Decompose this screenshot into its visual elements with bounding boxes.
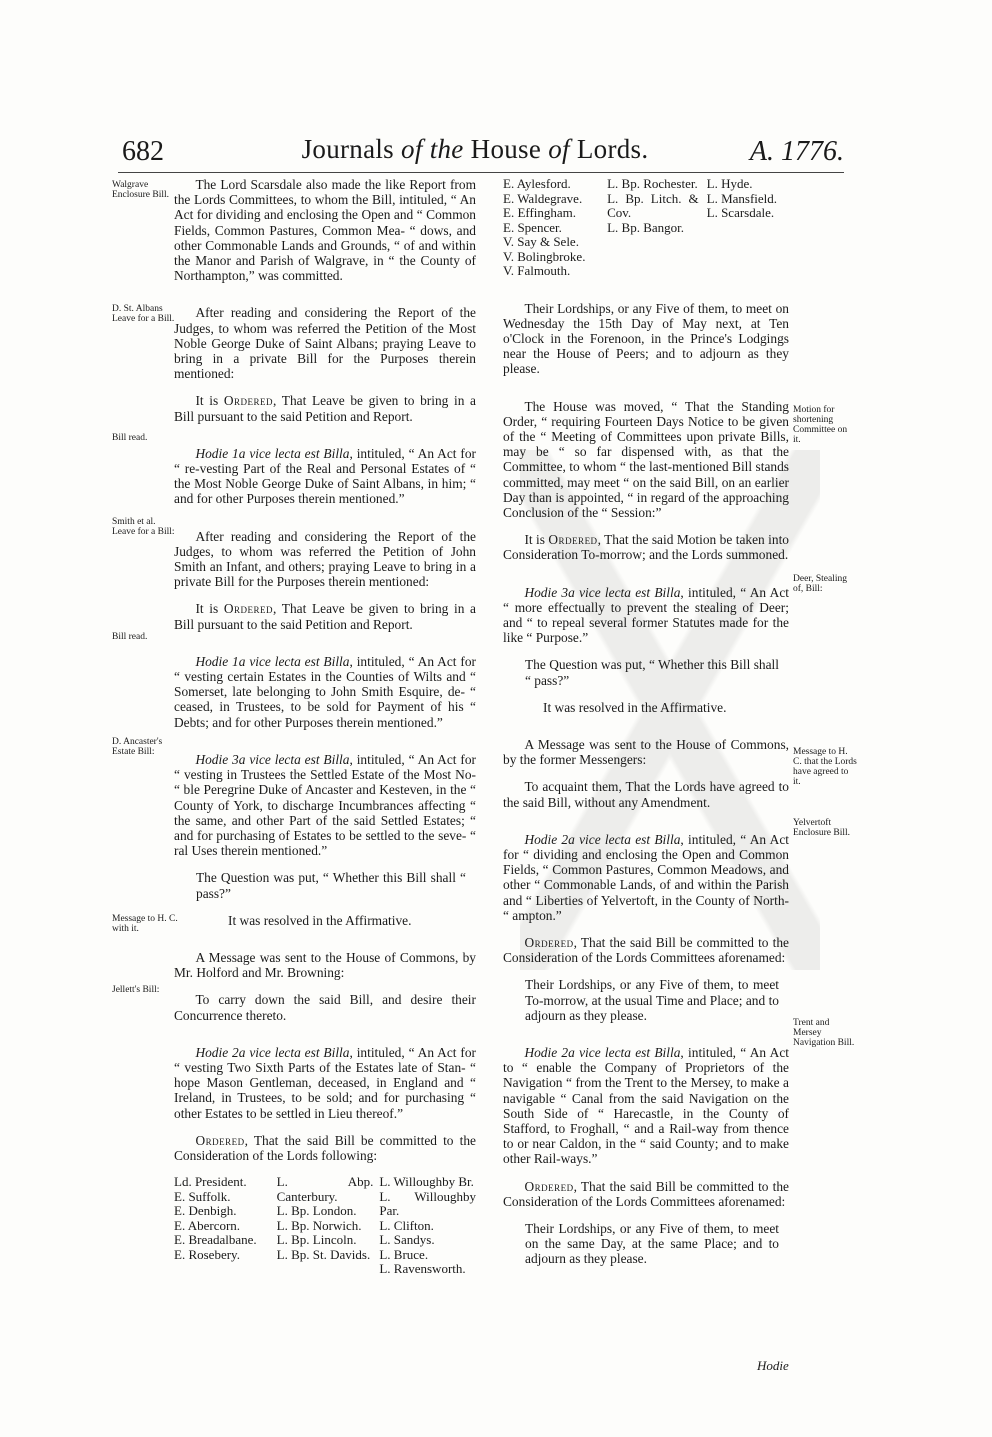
lord-name: V. Say & Sele. bbox=[503, 234, 579, 249]
text: , intituled, “ An Act to “ enable the Company of Proprietors of the Navigation “ from the Trent to the Mersey, to make a navigable “ Canal from the said Navigation on the South Side of “ Harecastle, in the County of Stafford, to Froghall, “ and a Rail-way from thence to or near Caldon, in the “ said County; and to make other Rail-ways.” bbox=[503, 1045, 789, 1167]
paragraph: Their Lordships, or any Five of them, to meet To-morrow, at the usual Time and Place; and to adjourn as they please. bbox=[525, 977, 779, 1023]
paragraph: It was resolved in the Affirmative. bbox=[543, 699, 727, 715]
paragraph: The Question was put, “ Whether this Bill shall “ pass?” bbox=[196, 870, 466, 901]
spacer bbox=[503, 810, 789, 832]
lord-name: L. Sandys. bbox=[379, 1232, 435, 1248]
text: , intituled, “ An Act for “ re-vesting Part of the Real and Personal Estates of “ the Most Noble George Duke of Saint Albans, in him; “ and for other Purposes therein mentioned.” bbox=[174, 445, 476, 507]
lord-name: E. Denbigh. bbox=[174, 1203, 237, 1219]
title-part: Journals bbox=[301, 134, 402, 164]
paragraph: After reading and considering the Report of the Judges, to whom was referred the Petition of John Smith an Infant, and others; praying Leave to bring in a private Bill for the Purposes therein mentioned: bbox=[174, 528, 476, 590]
spacer bbox=[503, 767, 789, 779]
spacer bbox=[503, 1167, 789, 1179]
margin-note: D. Ancaster's Estate Bill: bbox=[112, 737, 163, 757]
lord-name: L. Clifton. bbox=[379, 1217, 434, 1233]
margin-note: Motion for shortening Committee on it. bbox=[793, 405, 848, 445]
margin-note: Message to H. C. with it. bbox=[112, 914, 178, 934]
margin-note: Bill read. bbox=[112, 632, 148, 642]
spacer bbox=[503, 645, 789, 657]
lord-name: L. Bp. St. Davids. bbox=[276, 1246, 371, 1262]
lords-col-3 bbox=[707, 177, 789, 279]
margin-note: Yelvertoft Enclosure Bill. bbox=[793, 818, 850, 838]
text: , That the said Bill be committed to the Consideration of the Lords Committees aforenamed: bbox=[503, 935, 789, 966]
paragraph: The House was moved, “ That the Standing Order, “ requiring Fourteen Days Notice to be given of the “ Meeting of Committees upon private Bills, may be “ so far dispensed with, as that the Committee, to whom “ the last-mentioned Bill stands committed, may meet “ on the said Bill, on an earlier Day than is appointed, “ in regard of the approaching Conclusion of the “ Session:” bbox=[503, 398, 789, 520]
paragraph bbox=[503, 585, 789, 646]
text: , intituled, “ An Act for “ vesting in Trustees the Settled Estate of the Most No- “ ble Peregrine Duke of Ancaster and Kesteven, in the “ County of York, to discharge Incumbrances affecting “ the same, and other Part of the said Settled Estates; “ and for purchasing of Estates to be settled to the seve- “ ral Uses therein mentioned.” bbox=[174, 751, 476, 859]
paragraph: The Lord Scarsdale also made the like Report from the Lords Committees, to whom the Bill, intituled, “ An Act for dividing and enclosing the Open and “ Common Fields, Common Pastures, Common Mea- “ dows, and other Commonable Lands and Grounds, “ of and within the Manor and Parish of Walgrave, in “ the County of Northampton,” was committed. bbox=[174, 177, 476, 284]
spacer bbox=[174, 283, 476, 305]
title-part: Lords. bbox=[569, 134, 649, 164]
title-part: House bbox=[463, 134, 549, 164]
spacer bbox=[174, 928, 476, 950]
margin-note: Deer, Stealing of, Bill: bbox=[793, 574, 847, 594]
margin-note: Smith et al. Leave for a Bill: bbox=[112, 517, 175, 537]
journal-title bbox=[110, 134, 840, 165]
spacer bbox=[174, 858, 476, 870]
spacer bbox=[503, 563, 789, 585]
paragraph: To carry down the said Bill, and desire their Concurrence thereto. bbox=[174, 992, 476, 1023]
ordered-word: Ordered bbox=[524, 935, 574, 950]
spacer bbox=[174, 1023, 476, 1045]
spacer bbox=[174, 632, 476, 654]
spacer bbox=[174, 507, 476, 529]
text: It is bbox=[195, 601, 224, 617]
spacer bbox=[503, 965, 789, 977]
latin-phrase: Hodie 3a vice lecta est Billa bbox=[524, 584, 681, 600]
lord-name: E. Waldegrave. bbox=[503, 190, 583, 206]
spacer bbox=[503, 1209, 789, 1221]
text: It is bbox=[195, 393, 224, 409]
lord-name: L. Bp. Norwich. bbox=[276, 1217, 362, 1233]
spacer bbox=[503, 279, 789, 301]
lord-name: L. Willoughby Br. bbox=[379, 1174, 474, 1190]
text: , That Leave be given to bring in a Bill pursuant to the said Petition and Report. bbox=[174, 393, 477, 424]
lord-name: L. Bp. Rochester. bbox=[607, 176, 698, 191]
paragraph: Their Lordships, or any Five of them, to meet on Wednesday the 15th Day of May next, at Ten o'Clock in the Forenoon, in the Prince's Lodgings near the House of Peers; and to adjourn as they please. bbox=[503, 300, 789, 377]
text: , That Leave be given to bring in a Bill pursuant to the said Petition and Report. bbox=[174, 601, 477, 632]
paragraph: It was resolved in the Affirmative. bbox=[228, 912, 412, 928]
lord-name: L. Hyde. bbox=[706, 176, 753, 191]
margin-note: Message to H. C. that the Lords have agreed to it. bbox=[793, 747, 857, 787]
page-header bbox=[110, 132, 844, 172]
lord-name: V. Falmouth. bbox=[503, 263, 571, 278]
spacer bbox=[174, 980, 476, 992]
spacer bbox=[503, 520, 789, 532]
text: , That the said Bill be committed to the Consideration of the Lords Committees aforenamed: bbox=[503, 1178, 789, 1209]
spacer bbox=[174, 1121, 476, 1133]
ordered-word: Ordered bbox=[223, 601, 274, 617]
latin-phrase: Hodie 2a vice lecta est Billa bbox=[524, 831, 681, 847]
lords-list bbox=[174, 1175, 476, 1277]
page-number: 682 bbox=[122, 136, 164, 167]
lord-name: L. Bruce. bbox=[379, 1246, 429, 1262]
paragraph bbox=[503, 1179, 789, 1209]
margin-note: Walgrave Enclosure Bill. bbox=[112, 180, 169, 200]
margin-note: Bill read. bbox=[112, 433, 148, 443]
lord-name: L. Mansfield. bbox=[706, 190, 778, 206]
paragraph bbox=[174, 601, 476, 631]
lord-name: E. Rosebery. bbox=[174, 1246, 240, 1262]
lord-name: E. Suffolk. bbox=[174, 1188, 231, 1204]
left-column bbox=[174, 177, 476, 1277]
paragraph: After reading and considering the Report of the Judges, to whom was referred the Petition of the Most Noble George Duke of Saint Albans; praying Leave to bring in a private Bill for the Purposes therein mentioned: bbox=[174, 305, 476, 382]
paragraph bbox=[174, 1045, 476, 1121]
paragraph bbox=[174, 393, 476, 423]
paragraph: The Question was put, “ Whether this Bill shall “ pass?” bbox=[525, 657, 779, 688]
paragraph bbox=[174, 1133, 476, 1163]
year: A. 1776. bbox=[749, 136, 844, 167]
lords-col-2 bbox=[607, 177, 699, 279]
catchword: Hodie bbox=[757, 1358, 789, 1373]
paragraph bbox=[503, 532, 789, 562]
ordered-word: Ordered bbox=[223, 393, 274, 409]
lord-name: L. Bp. Litch. & Cov. bbox=[607, 190, 699, 220]
lord-name: E. Aylesford. bbox=[503, 176, 571, 191]
paragraph bbox=[174, 446, 476, 507]
text: , intituled, “ An Act for “ dividing and enclosing the Open and Common Fields, “ Common Pastures, Common Meadows, and other “ Commonable Lands, of and within the Parish and “ Liberties of Yelvertoft, in the County of North- “ ampton.” bbox=[503, 831, 789, 923]
paragraph: To acquaint them, That the Lords have agreed to the said Bill, without any Amendment. bbox=[503, 779, 789, 810]
latin-phrase: Hodie 1a vice lecta est Billa bbox=[195, 653, 350, 669]
latin-phrase: Hodie 3a vice lecta est Billa bbox=[195, 751, 350, 767]
paragraph bbox=[174, 752, 476, 858]
lord-name: E. Abercorn. bbox=[174, 1217, 241, 1233]
spacer bbox=[174, 424, 476, 446]
title-part: of bbox=[548, 134, 570, 164]
spacer bbox=[503, 923, 789, 935]
lords-list bbox=[503, 177, 789, 279]
spacer bbox=[503, 377, 789, 399]
margin-note: Trent and Mersey Navigation Bill. bbox=[793, 1018, 855, 1048]
lord-name: L. Bp. Lincoln. bbox=[276, 1232, 357, 1248]
spacer bbox=[503, 715, 789, 737]
ordered-word: Ordered bbox=[548, 532, 598, 548]
paragraph bbox=[503, 1045, 789, 1167]
text: , That the said Bill be committed to the Consideration of the Lords following: bbox=[174, 1132, 476, 1163]
lord-name: V. Bolingbroke. bbox=[503, 248, 586, 264]
paragraph: A Message was sent to the House of Commons, by Mr. Holford and Mr. Browning: bbox=[174, 949, 476, 981]
lord-name: L. Bp. Bangor. bbox=[607, 219, 685, 235]
spacer bbox=[174, 901, 476, 913]
lords-col-1 bbox=[503, 177, 599, 279]
latin-phrase: Hodie 1a vice lecta est Billa bbox=[195, 445, 350, 461]
lord-name: L. Bp. London. bbox=[276, 1203, 357, 1219]
lords-col-3 bbox=[379, 1175, 476, 1277]
lords-col-1 bbox=[174, 1175, 271, 1277]
spacer bbox=[174, 381, 476, 393]
spacer bbox=[174, 589, 476, 601]
lord-name: E. Breadalbane. bbox=[174, 1232, 257, 1248]
spacer bbox=[174, 730, 476, 752]
lord-name: L. Abp. Canterbury. bbox=[276, 1174, 374, 1204]
ordered-word: Ordered bbox=[524, 1178, 574, 1194]
text: , intituled, “ An Act “ more effectually to prevent the stealing of Deer; and “ to repeal several former Statutes made for the like “ Purpose.” bbox=[503, 584, 789, 646]
lords-col-2 bbox=[277, 1175, 374, 1277]
lord-name: Ld. President. bbox=[174, 1174, 247, 1190]
margin-note: D. St. Albans Leave for a Bill. bbox=[112, 304, 175, 324]
paragraph: A Message was sent to the House of Commons, by the former Messengers: bbox=[503, 736, 789, 768]
spacer bbox=[503, 1023, 789, 1045]
right-column bbox=[503, 177, 789, 1267]
paragraph bbox=[174, 654, 476, 730]
latin-phrase: Hodie 2a vice lecta est Billa bbox=[524, 1045, 681, 1061]
text: , intituled, “ An Act for “ vesting Two Sixth Parts of the Estates late of Stan- “ hope Mason Gentleman, deceased, in England and “ Ireland, in Trustees, to be sold; and for purchasing “ other Estates to be settled in Lieu thereof.” bbox=[174, 1044, 476, 1121]
lord-name: L. Willoughby Par. bbox=[379, 1188, 477, 1219]
lord-name: L. Scarsdale. bbox=[706, 205, 775, 220]
text: It is bbox=[524, 532, 549, 548]
lord-name: E. Effingham. bbox=[503, 205, 577, 220]
text: , intituled, “ An Act for “ vesting certain Estates in the Counties of Wilts and “ Somerset, late belonging to John Smith Esquire, de- “ ceased, in Trustees, to be sold for Payment of his “ Debts; and for other Purposes therein mentioned.” bbox=[174, 653, 476, 730]
paragraph bbox=[503, 832, 789, 923]
header-rule bbox=[118, 172, 844, 173]
spacer bbox=[503, 688, 789, 700]
margin-note: Jellett's Bill: bbox=[112, 985, 160, 995]
latin-phrase: Hodie 2a vice lecta est Billa bbox=[195, 1044, 350, 1060]
ordered-word: Ordered bbox=[195, 1132, 245, 1148]
lord-name: E. Spencer. bbox=[503, 219, 562, 235]
lord-name: L. Ravensworth. bbox=[379, 1261, 466, 1277]
text: , That the said Motion be taken into Consideration To-morrow; and the Lords summoned. bbox=[503, 532, 789, 563]
title-part: of the bbox=[401, 134, 464, 164]
paragraph: Their Lordships, or any Five of them, to meet on the same Day, at the same Place; and to adjourn as they please. bbox=[525, 1221, 779, 1267]
paragraph bbox=[503, 935, 789, 965]
